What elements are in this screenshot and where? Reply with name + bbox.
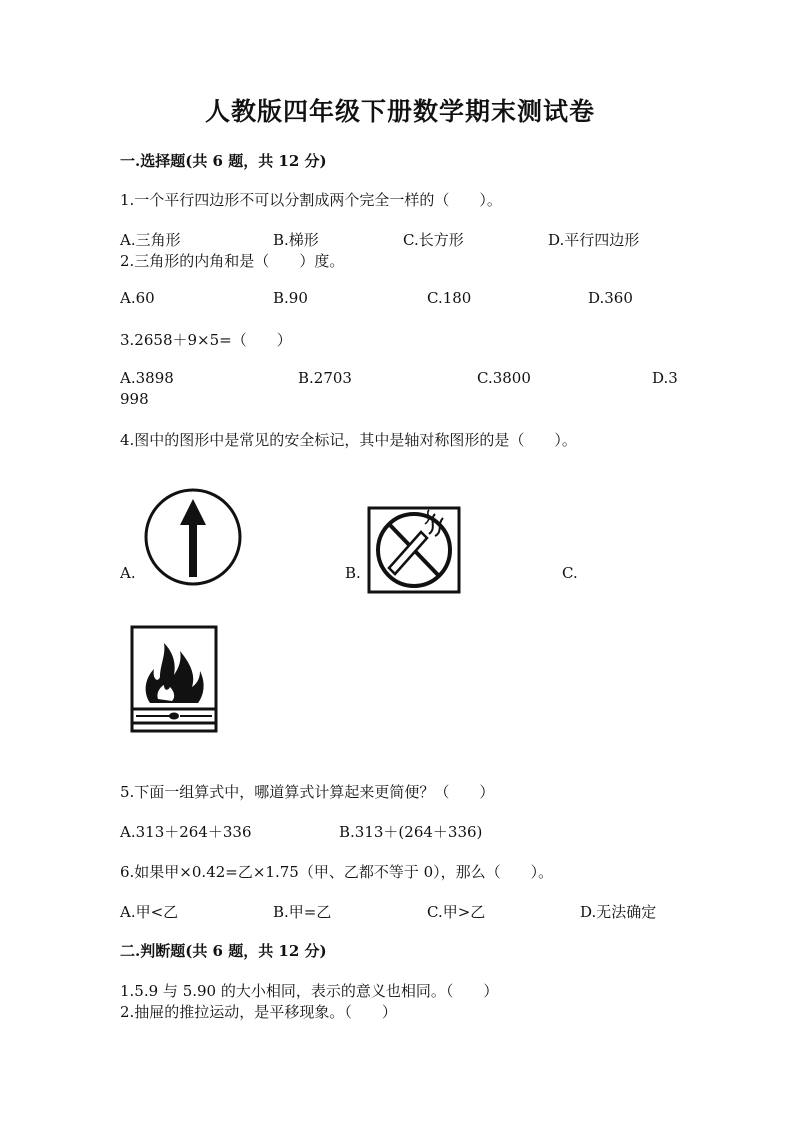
q2-option-c: C.180 xyxy=(427,289,472,307)
q4-option-b: B. xyxy=(345,564,361,582)
question-1-text: 1.一个平行四边形不可以分割成两个完全一样的（ ）。 xyxy=(120,191,502,209)
question-5-text: 5.下面一组算式中，哪道算式计算起来更简便？（ ） xyxy=(120,783,495,801)
q2-option-b: B.90 xyxy=(273,289,308,307)
q1-option-d: D.平行四边形 xyxy=(548,231,640,249)
judgment-2-text: 2.抽屉的推拉运动，是平移现象。（ ） xyxy=(120,1003,397,1021)
question-6-text: 6.如果甲×0.42=乙×1.75（甲、乙都不等于 0），那么（ ）。 xyxy=(120,863,554,881)
q6-option-b: B.甲=乙 xyxy=(273,903,332,921)
question-2-text: 2.三角形的内角和是（ ）度。 xyxy=(120,252,345,270)
q5-option-b: B.313＋(264＋336) xyxy=(339,823,483,841)
flammable-sign-icon xyxy=(130,625,218,733)
q3-option-d: D.3 xyxy=(652,369,678,387)
q6-option-d: D.无法确定 xyxy=(580,903,657,921)
q3-option-a: A.3898 xyxy=(120,369,174,387)
page-title: 人教版四年级下册数学期末测试卷 xyxy=(204,97,595,126)
q1-option-b: B.梯形 xyxy=(273,231,319,249)
q3-option-d-wrap: 998 xyxy=(120,390,149,408)
judgment-1-text: 1.5.9 与 5.90 的大小相同，表示的意义也相同。（ ） xyxy=(120,982,499,1000)
q1-option-a: A.三角形 xyxy=(120,231,181,249)
q3-option-b: B.2703 xyxy=(298,369,352,387)
question-3-text: 3.2658＋9×5=（ ） xyxy=(120,331,292,349)
q5-option-a: A.313＋264＋336 xyxy=(120,823,252,841)
q3-option-c: C.3800 xyxy=(477,369,531,387)
question-4-text: 4.图中的图形中是常见的安全标记，其中是轴对称图形的是（ ）。 xyxy=(120,431,577,449)
section-heading-choice: 一.选择题(共 6 题，共 12 分) xyxy=(120,152,327,170)
no-smoking-sign-icon xyxy=(367,506,461,594)
section-heading-judgment: 二.判断题(共 6 题，共 12 分) xyxy=(120,942,327,960)
q1-option-c: C.长方形 xyxy=(403,231,464,249)
q2-option-d: D.360 xyxy=(588,289,633,307)
q6-option-c: C.甲>乙 xyxy=(427,903,486,921)
arrow-sign-icon xyxy=(142,487,244,587)
q2-option-a: A.60 xyxy=(120,289,155,307)
q6-option-a: A.甲<乙 xyxy=(120,903,179,921)
q4-option-a: A. xyxy=(120,564,136,582)
q4-option-c: C. xyxy=(562,564,578,582)
